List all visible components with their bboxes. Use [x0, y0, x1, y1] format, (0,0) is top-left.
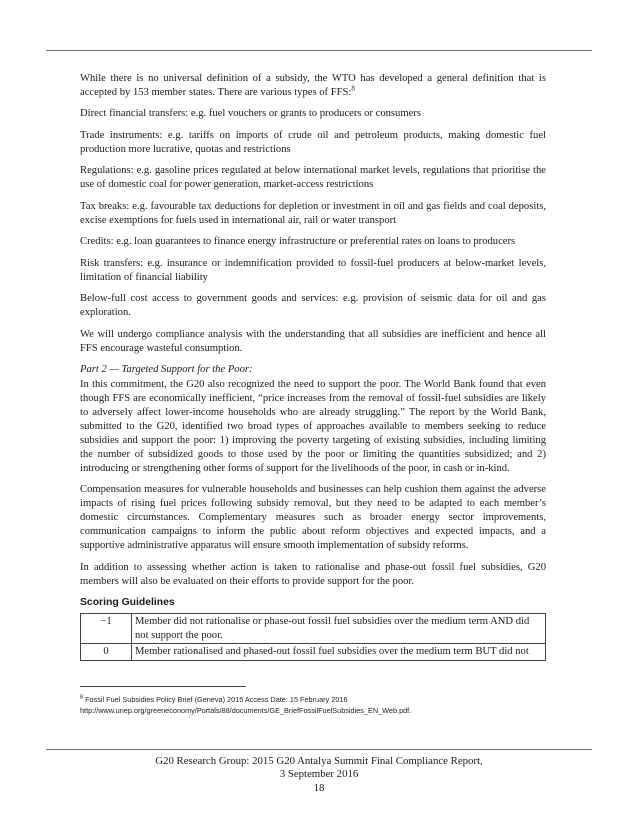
ffs-type-credits: Credits: e.g. loan guarantees to finance energy infrastructure or preferential rates on loans to producers — [80, 236, 516, 248]
header-rule — [46, 50, 592, 51]
footnote-citation — [80, 694, 560, 705]
ffs-type-regulations: Regulations: e.g. gasoline prices regulated at below international market levels, regulations that prioritise the use of domestic coal for power generation, market-access restrictions — [80, 165, 546, 191]
footnote-rule — [80, 686, 246, 687]
footer-date: 3 September 2016 — [279, 768, 359, 781]
compensation-paragraph: Compensation measures for vulnerable households and businesses can help cushion them against the adverse impacts of rising fuel prices following subsidy removal, but they need to be adapted to each member’s domestic circumstances. Complementary measures such as broader energy sector improvements, communication campaigns to inform the public about reform objectives and expected impacts, and a supportive administrative apparatus will ensure smooth implementation of subsidy reforms. — [80, 484, 546, 552]
part2-paragraph: In this commitment, the G20 also recognized the need to support the poor. The World Bank found that even though FFS are economically inefficient, “price increases from the removal of fossil-fuel subsidies are likely to adversely affect lower-income households who are already struggling.” The report by the World Bank, submitted to the G20, identified two broad types of approaches available to members seeking to reduce subsidies and support the poor: 1) improving the poverty targeting of existing subsidies, including limiting the number of subsidized goods to those used by the poor or limiting the quantities subsidized; and 2) introducing or strengthening other forms of support for the livelihoods of the poor, in cash or in-kind. — [80, 378, 546, 474]
intro-paragraph — [80, 72, 546, 100]
compliance-paragraph: We will undergo compliance analysis with the understanding that all subsidies are inefficient and hence all FFS encourage wasteful consumption. — [80, 328, 546, 354]
ffs-type-trade-instruments: Trade instruments: e.g. tariffs on imports of crude oil and petroleum products, making domestic fuel production more lucrative, quotas and restrictions — [80, 129, 546, 155]
footer-report-title: G20 Research Group: 2015 G20 Antalya Summit Final Compliance Report, — [155, 755, 483, 767]
footnote-ref[interactable]: 8 — [351, 84, 355, 93]
criteria-cell: Member did not rationalise or phase-out fossil fuel subsidies over the medium term AND did not support the poor. — [132, 613, 546, 644]
footnote-url[interactable]: http://www.unep.org/greeneconomy/Portals/88/documents/GE_BriefFossilFuelSubsidies_EN_Web.pdf. — [80, 706, 412, 716]
footnote-text: Fossil Fuel Subsidies Policy Brief (Geneva) 2015 Access Date: 15 February 2016 — [85, 695, 348, 704]
part2-heading: Part 2 — Targeted Support for the Poor: — [80, 364, 253, 375]
scoring-table — [80, 613, 546, 661]
score-cell: 0 — [81, 644, 132, 661]
page-number: 18 — [313, 781, 325, 794]
page-content — [80, 72, 546, 661]
table-row — [81, 613, 546, 644]
footnote — [80, 694, 560, 717]
ffs-type-risk-transfers: Risk transfers: e.g. insurance or indemnification provided to fossil-fuel producers at below-market levels, limitation of financial liability — [80, 257, 546, 283]
intro-text: While there is no universal definition of a subsidy, the WTO has developed a general definition that is accepted by 153 member states. There are various types of FFS: — [80, 73, 546, 98]
ffs-type-tax-breaks: Tax breaks: e.g. favourable tax deductions for depletion or investment in oil and gas fields and coal deposits, excise exemptions for fuels used in international air, rail or water transport — [80, 200, 546, 226]
criteria-cell: Member rationalised and phased-out fossil fuel subsidies over the medium term BUT did not — [132, 644, 546, 661]
assessing-paragraph: In addition to assessing whether action is taken to rationalise and phase-out fossil fuel subsidies, G20 members will also be evaluated on their efforts to provide support for the poor. — [80, 561, 546, 587]
footer-rule — [46, 749, 592, 750]
ffs-type-direct-transfers: Direct financial transfers: e.g. fuel vouchers or grants to producers or consumers — [80, 108, 421, 120]
scoring-guidelines-heading: Scoring Guidelines — [80, 597, 175, 609]
page-footer — [46, 755, 592, 795]
score-cell: −1 — [81, 613, 132, 644]
footnote-number: 8 — [80, 694, 84, 701]
ffs-type-below-cost-access: Below-full cost access to government goods and services: e.g. provision of seismic data for oil and gas exploration. — [80, 293, 546, 319]
table-row — [81, 644, 546, 661]
